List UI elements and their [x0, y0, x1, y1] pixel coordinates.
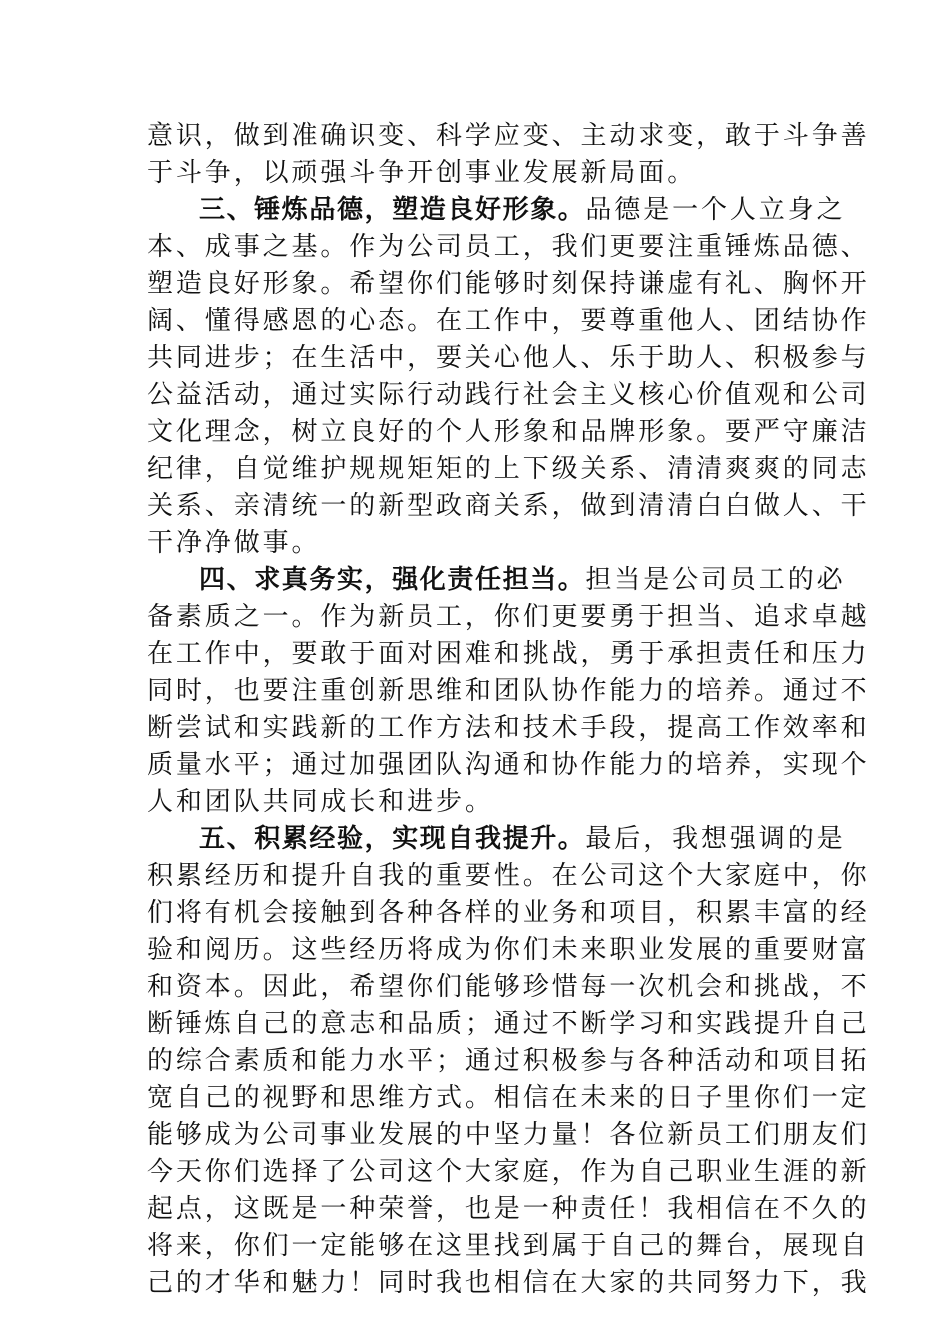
text-line: 己的才华和魅力！同时我也相信在大家的共同努力下，我 — [147, 1268, 870, 1298]
text-line: 纪律，自觉维护规规矩矩的上下级关系、清清爽爽的同志 — [147, 454, 870, 484]
paragraph-section-5-first-line — [199, 819, 846, 859]
text-line: 公益活动，通过实际行动践行社会主义核心价值观和公司 — [147, 380, 870, 410]
text-line: 积累经历和提升自我的重要性。在公司这个大家庭中，你 — [147, 861, 870, 891]
text-line: 本、成事之基。作为公司员工，我们更要注重锤炼品德、 — [147, 232, 870, 262]
text-line: 宽自己的视野和思维方式。相信在未来的日子里你们一定 — [147, 1083, 870, 1113]
text-line: 阔、懂得感恩的心态。在工作中，要尊重他人、团结协作 — [147, 306, 870, 336]
text-line: 将来，你们一定能够在这里找到属于自己的舞台，展现自 — [147, 1231, 870, 1261]
text-line: 验和阅历。这些经历将成为你们未来职业发展的重要财富 — [147, 935, 870, 965]
section-4-heading: 四、求真务实，强化责任担当。 — [199, 565, 586, 595]
text-line: 断尝试和实践新的工作方法和技术手段，提高工作效率和 — [147, 713, 870, 743]
text-line: 品德是一个人立身之 — [585, 195, 846, 225]
text-line: 文化理念，树立良好的个人形象和品牌形象。要严守廉洁 — [147, 417, 870, 447]
text-line: 断锤炼自己的意志和品质；通过不断学习和实践提升自己 — [147, 1009, 870, 1039]
text-line: 干净净做事。 — [147, 528, 321, 558]
section-3-heading: 三、锤炼品德，塑造良好形象。 — [199, 195, 586, 225]
text-line: 备素质之一。作为新员工，你们更要勇于担当、追求卓越 — [147, 602, 870, 632]
text-line: 们将有机会接触到各种各样的业务和项目，积累丰富的经 — [147, 898, 870, 928]
text-line: 的综合素质和能力水平；通过积极参与各种活动和项目拓 — [147, 1046, 870, 1076]
text-line: 塑造良好形象。希望你们能够时刻保持谦虚有礼、胸怀开 — [147, 269, 870, 299]
text-line: 在工作中，要敢于面对困难和挑战，勇于承担责任和压力 — [147, 639, 870, 669]
paragraph-section-3-first-line — [199, 190, 846, 230]
text-line: 和资本。因此，希望你们能够珍惜每一次机会和挑战，不 — [147, 972, 870, 1002]
text-line: 于斗争，以顽强斗争开创事业发展新局面。 — [147, 158, 697, 188]
text-line: 同时，也要注重创新思维和团队协作能力的培养。通过不 — [147, 676, 870, 706]
text-line: 质量水平；通过加强团队沟通和协作能力的培养，实现个 — [147, 750, 870, 780]
text-line: 担当是公司员工的必 — [585, 565, 846, 595]
text-line: 关系、亲清统一的新型政商关系，做到清清白白做人、干 — [147, 491, 870, 521]
text-line: 共同进步；在生活中，要关心他人、乐于助人、积极参与 — [147, 343, 870, 373]
text-line: 意识，做到准确识变、科学应变、主动求变，敢于斗争善 — [147, 121, 870, 151]
section-5-heading: 五、积累经验，实现自我提升。 — [199, 824, 586, 854]
text-line: 今天你们选择了公司这个大家庭，作为自己职业生涯的新 — [147, 1157, 870, 1187]
text-line: 起点，这既是一种荣誉，也是一种责任！我相信在不久的 — [147, 1194, 870, 1224]
text-line: 人和团队共同成长和进步。 — [147, 787, 494, 817]
paragraph-section-4-first-line — [199, 560, 846, 600]
text-line: 最后，我想强调的是 — [585, 824, 846, 854]
text-line: 能够成为公司事业发展的中坚力量！各位新员工们朋友们 — [147, 1120, 870, 1150]
